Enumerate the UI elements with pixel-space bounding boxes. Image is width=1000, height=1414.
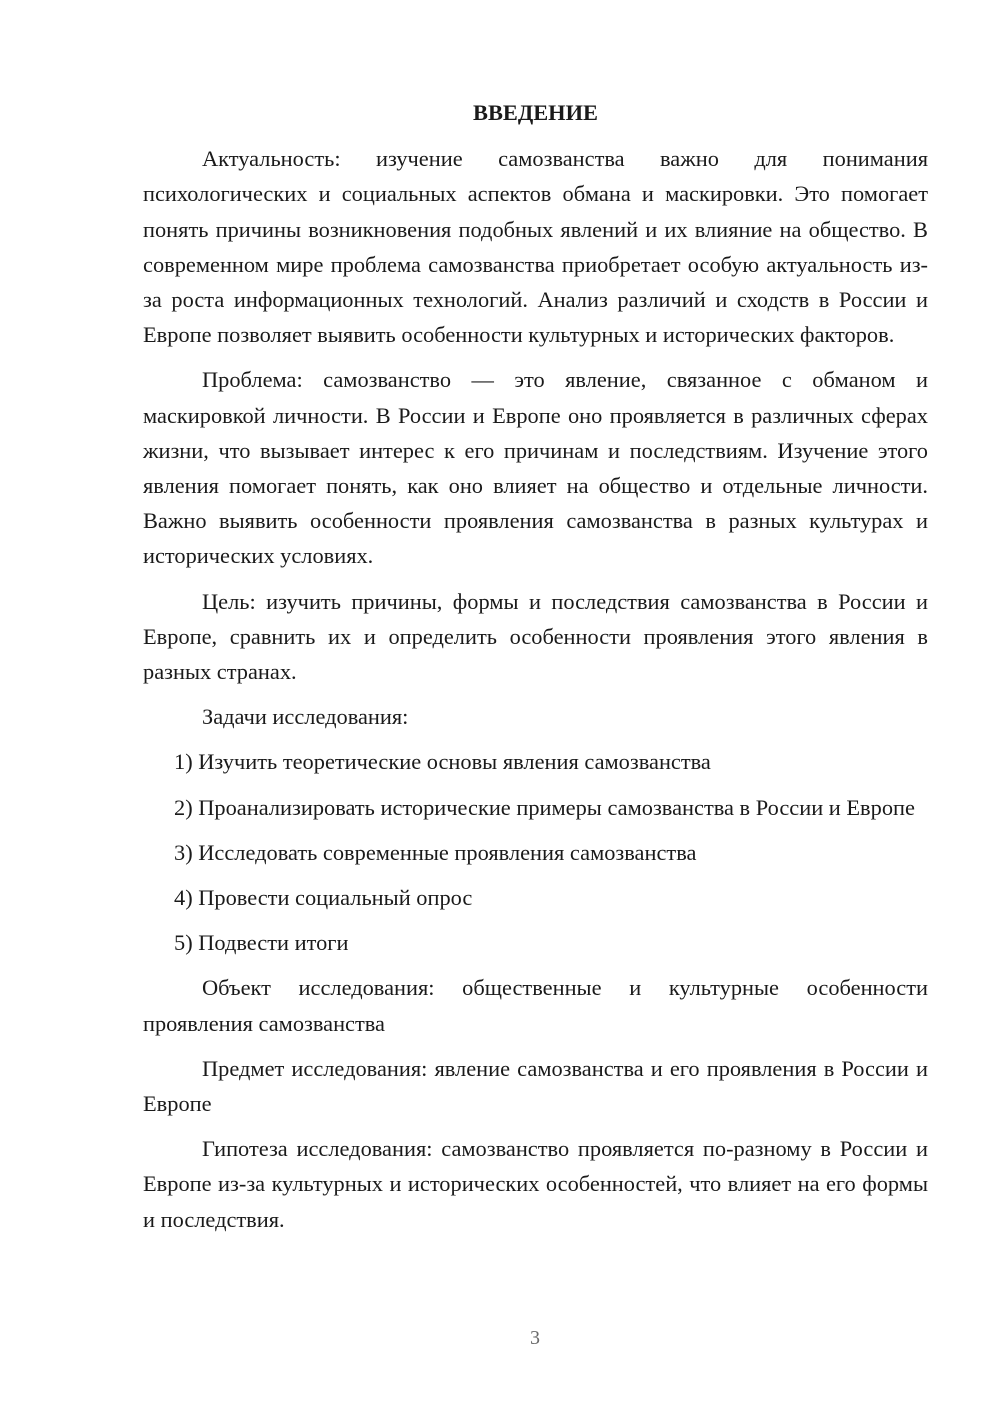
task-item: 5) Подвести итоги (174, 930, 349, 956)
subject-paragraph: Предмет исследования: явление самозванства и его проявления в России и Европе (143, 1055, 928, 1117)
relevance-paragraph: Актуальность: изучение самозванства важно для понимания психологических и социальных аспектов обмана и маскировки. Это помогает понять причины возникновения подобных явлений и их влияние на общество. В современном мире проблема самозванства приобретает особую актуальность из-за роста информационных технологий. Анализ различий и сходств в России и Европе позволяет выявить особенности культурных и исторических факторов. (143, 146, 928, 348)
section-heading: ВВЕДЕНИЕ (473, 100, 598, 125)
hypothesis-paragraph: Гипотеза исследования: самозванство проявляется по-разному в России и Европе из-за культурных и исторических особенностей, что влияет на его формы и последствия. (143, 1136, 928, 1232)
tasks-heading: Задачи исследования: (202, 704, 409, 730)
goal-paragraph: Цель: изучить причины, формы и последствия самозванства в России и Европе, сравнить их и определить особенности проявления этого явления в разных странах. (143, 588, 928, 685)
task-item: 4) Провести социальный опрос (174, 885, 473, 911)
page-number: 3 (530, 1327, 540, 1349)
document-page (143, 95, 928, 1247)
problem-paragraph: Проблема: самозванство — это явление, связанное с обманом и маскировкой личности. В России и Европе оно проявляется в различных сферах жизни, что вызывает интерес к его причинам и последствиям. Изучение этого явления помогает понять, как оно влияет на общество и отдельные личности. Важно выявить особенности проявления самозванства в разных культурах и исторических условиях. (143, 367, 928, 569)
task-item: 1) Изучить теоретические основы явления самозванства (174, 749, 711, 775)
object-paragraph: Объект исследования: общественные и культурные особенности проявления самозванства (143, 975, 928, 1036)
task-item: 3) Исследовать современные проявления самозванства (174, 839, 697, 865)
task-item: 2) Проанализировать исторические примеры самозванства в России и Европе (174, 794, 915, 820)
